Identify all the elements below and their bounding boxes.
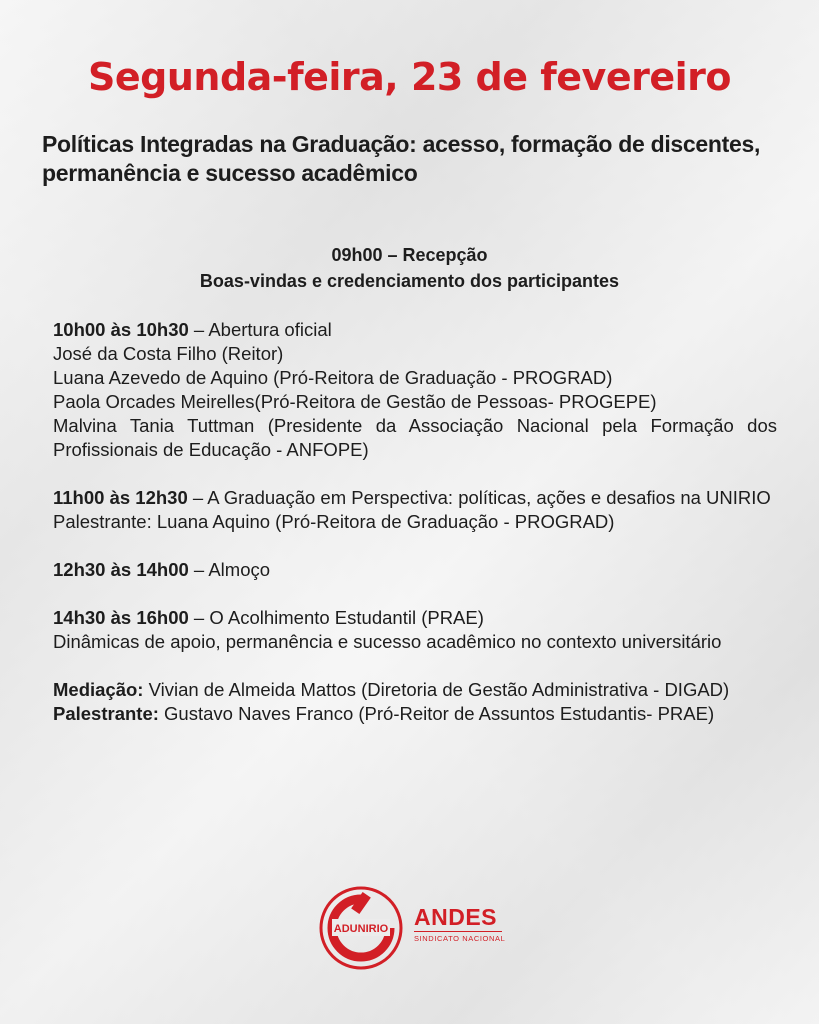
session-2-header bbox=[53, 486, 777, 510]
session-2-time: 11h00 às 12h30 bbox=[53, 487, 188, 508]
session-1-time: 10h00 às 10h30 bbox=[53, 319, 189, 340]
program-schedule bbox=[53, 318, 777, 726]
session-1-title: – Abertura oficial bbox=[188, 319, 332, 340]
session-2-speaker: Palestrante: Luana Aquino (Pró-Reitora de Graduação - PROGRAD) bbox=[53, 511, 615, 532]
mediation-line bbox=[53, 678, 777, 702]
session-2-title: – A Graduação em Perspectiva: políticas, ações e desafios na UNIRIO bbox=[187, 487, 771, 508]
speaker-line bbox=[53, 702, 777, 726]
session-4-title: – O Acolhimento Estudantil (PRAE) bbox=[188, 607, 484, 628]
speaker-label: Palestrante: bbox=[53, 703, 159, 724]
session-1-header bbox=[53, 318, 777, 342]
adunirio-text: ADUNIRIO bbox=[333, 923, 389, 935]
event-subtitle: Políticas Integradas na Graduação: acesso, formação de discentes, permanência e sucesso acadêmico bbox=[42, 131, 761, 186]
session-3-time: 12h30 às 14h00 bbox=[53, 559, 189, 580]
speaker-text: Gustavo Naves Franco (Pró-Reitor de Assuntos Estudantis- PRAE) bbox=[158, 703, 715, 724]
session-4-header bbox=[53, 606, 777, 630]
andes-subtitle: SINDICATO NACIONAL bbox=[414, 934, 506, 943]
session-1-person: José da Costa Filho (Reitor) bbox=[53, 343, 284, 364]
reception-block bbox=[0, 242, 819, 294]
session-1-person: Paola Orcades Meirelles(Pró-Reitora de Gestão de Pessoas- PROGEPE) bbox=[53, 391, 657, 412]
andes-title: ANDES bbox=[414, 904, 498, 930]
andes-logo bbox=[414, 905, 514, 943]
page-title: Segunda-feira, 23 de fevereiro bbox=[88, 55, 731, 99]
session-3-title: – Almoço bbox=[188, 559, 271, 580]
session-4-time: 14h30 às 16h00 bbox=[53, 607, 189, 628]
session-1-person: Malvina Tania Tuttman (Presidente da Associação Nacional pela Formação dos Profissionais de Educação - ANFOPE) bbox=[53, 415, 777, 460]
session-4-description: Dinâmicas de apoio, permanência e sucesso acadêmico no contexto universitário bbox=[53, 631, 722, 652]
reception-time-title: 09h00 – Recepção bbox=[331, 245, 488, 265]
reception-description: Boas-vindas e credenciamento dos participantes bbox=[199, 271, 620, 291]
logos-footer bbox=[0, 883, 819, 973]
mediation-label: Mediação: bbox=[53, 679, 144, 700]
andes-divider bbox=[414, 931, 502, 932]
session-3-header bbox=[53, 558, 777, 582]
session-1-person: Luana Azevedo de Aquino (Pró-Reitora de Graduação - PROGRAD) bbox=[53, 367, 613, 388]
adunirio-logo bbox=[318, 885, 404, 971]
mediation-text: Vivian de Almeida Mattos (Diretoria de Gestão Administrativa - DIGAD) bbox=[143, 679, 730, 700]
